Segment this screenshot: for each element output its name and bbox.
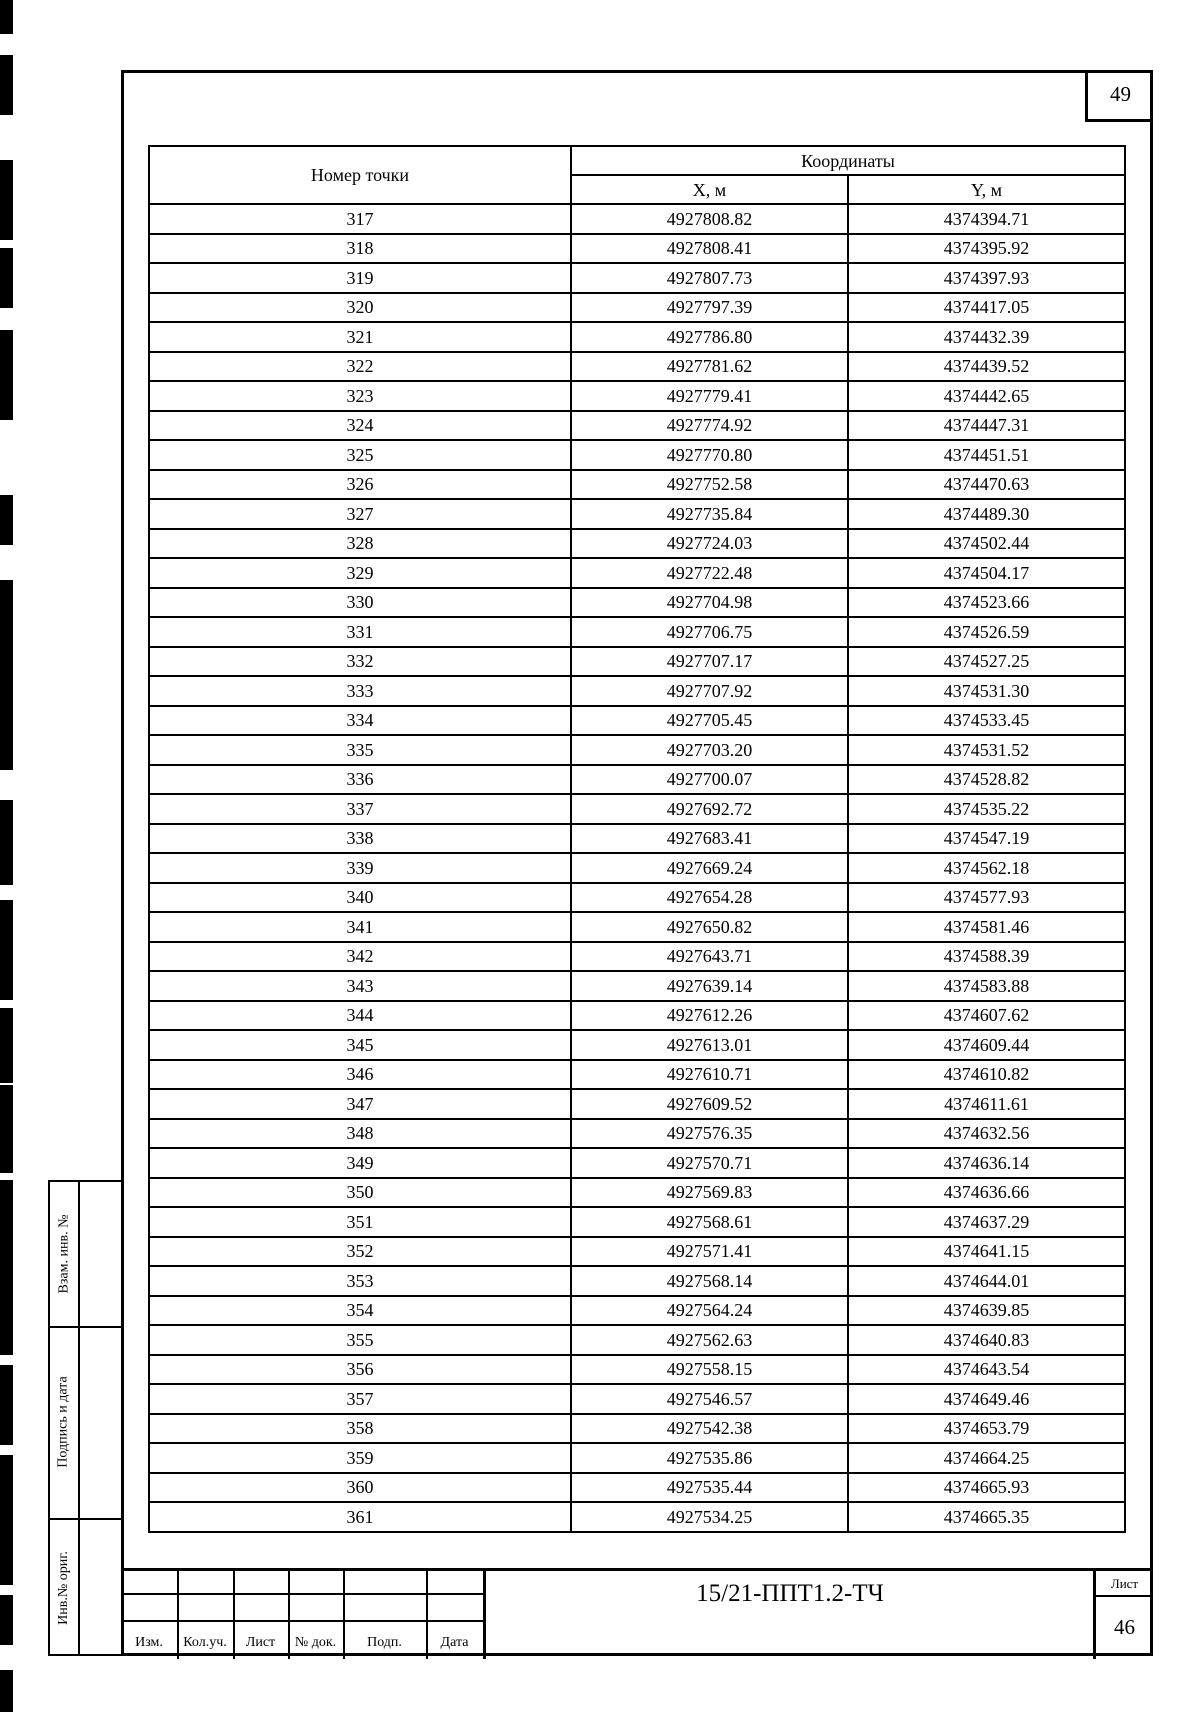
x-coordinate-cell: 4927683.41 [571, 824, 848, 854]
table-row [149, 971, 1125, 1001]
y-coordinate-cell: 4374394.71 [848, 204, 1125, 234]
y-coordinate-cell: 4374451.51 [848, 440, 1125, 470]
y-coordinate-cell: 4374523.66 [848, 588, 1125, 618]
y-coordinate-cell: 4374447.31 [848, 411, 1125, 441]
y-coordinate-cell: 4374395.92 [848, 234, 1125, 264]
y-coordinate-cell: 4374470.63 [848, 470, 1125, 500]
point-number-cell: 351 [149, 1207, 571, 1237]
y-coordinate-cell: 4374531.30 [848, 676, 1125, 706]
point-number-cell: 322 [149, 352, 571, 382]
y-coordinate-cell: 4374547.19 [848, 824, 1125, 854]
point-number-cell: 350 [149, 1178, 571, 1208]
table-row [149, 1207, 1125, 1237]
table-row [149, 1443, 1125, 1473]
y-coordinate-cell: 4374609.44 [848, 1030, 1125, 1060]
stamp-koluch: Кол.уч. [183, 1635, 227, 1650]
point-number-cell: 326 [149, 470, 571, 500]
stamp-list: Лист [245, 1635, 276, 1650]
point-number-cell: 319 [149, 263, 571, 293]
table-row [149, 1266, 1125, 1296]
point-number-cell: 324 [149, 411, 571, 441]
x-coordinate-cell: 4927807.73 [571, 263, 848, 293]
x-coordinate-cell: 4927779.41 [571, 381, 848, 411]
point-number-cell: 328 [149, 529, 571, 559]
table-row [149, 853, 1125, 883]
y-coordinate-cell: 4374577.93 [848, 883, 1125, 913]
point-number-cell: 327 [149, 499, 571, 529]
table-row [149, 735, 1125, 765]
table-row [149, 1355, 1125, 1385]
table-row [149, 440, 1125, 470]
table-row [149, 1384, 1125, 1414]
table-row [149, 706, 1125, 736]
table-row [149, 529, 1125, 559]
table-row [149, 765, 1125, 795]
point-number-cell: 357 [149, 1384, 571, 1414]
point-number-cell: 349 [149, 1148, 571, 1178]
point-number-cell: 360 [149, 1473, 571, 1503]
table-row [149, 824, 1125, 854]
x-coordinate-cell: 4927706.75 [571, 617, 848, 647]
y-coordinate-cell: 4374636.14 [848, 1148, 1125, 1178]
x-coordinate-cell: 4927808.82 [571, 204, 848, 234]
table-row [149, 883, 1125, 913]
x-coordinate-cell: 4927724.03 [571, 529, 848, 559]
coordinates-table [148, 145, 1126, 1533]
point-number-cell: 344 [149, 1001, 571, 1031]
point-number-cell: 354 [149, 1296, 571, 1326]
table-row [149, 263, 1125, 293]
point-number-cell: 347 [149, 1089, 571, 1119]
table-row [149, 1296, 1125, 1326]
x-coordinate-cell: 4927808.41 [571, 234, 848, 264]
y-coordinate-cell: 4374528.82 [848, 765, 1125, 795]
x-coordinate-cell: 4927570.71 [571, 1148, 848, 1178]
point-number-cell: 325 [149, 440, 571, 470]
y-coordinate-cell: 4374665.93 [848, 1473, 1125, 1503]
point-number-cell: 343 [149, 971, 571, 1001]
x-coordinate-cell: 4927568.61 [571, 1207, 848, 1237]
y-coordinate-cell: 4374439.52 [848, 352, 1125, 382]
y-coordinate-cell: 4374640.83 [848, 1325, 1125, 1355]
point-number-cell: 352 [149, 1237, 571, 1267]
y-coordinate-cell: 4374637.29 [848, 1207, 1125, 1237]
table-row [149, 1325, 1125, 1355]
x-coordinate-cell: 4927700.07 [571, 765, 848, 795]
table-row [149, 234, 1125, 264]
x-coordinate-cell: 4927558.15 [571, 1355, 848, 1385]
table-row [149, 1030, 1125, 1060]
table-row [149, 1237, 1125, 1267]
x-coordinate-cell: 4927535.86 [571, 1443, 848, 1473]
point-number-cell: 341 [149, 912, 571, 942]
sheet-number: 46 [1114, 1615, 1135, 1639]
y-coordinate-cell: 4374632.56 [848, 1119, 1125, 1149]
x-coordinate-cell: 4927669.24 [571, 853, 848, 883]
point-number-cell: 333 [149, 676, 571, 706]
point-number-cell: 330 [149, 588, 571, 618]
header-x: X, м [571, 175, 848, 204]
x-coordinate-cell: 4927613.01 [571, 1030, 848, 1060]
x-coordinate-cell: 4927610.71 [571, 1060, 848, 1090]
table-row [149, 1089, 1125, 1119]
y-coordinate-cell: 4374533.45 [848, 706, 1125, 736]
point-number-cell: 331 [149, 617, 571, 647]
x-coordinate-cell: 4927564.24 [571, 1296, 848, 1326]
point-number-cell: 361 [149, 1502, 571, 1532]
point-number-cell: 321 [149, 322, 571, 352]
y-coordinate-cell: 4374397.93 [848, 263, 1125, 293]
point-number-cell: 358 [149, 1414, 571, 1444]
sheet-label: Лист [1110, 1576, 1139, 1591]
x-coordinate-cell: 4927650.82 [571, 912, 848, 942]
x-coordinate-cell: 4927542.38 [571, 1414, 848, 1444]
point-number-cell: 337 [149, 794, 571, 824]
table-row [149, 676, 1125, 706]
y-coordinate-cell: 4374611.61 [848, 1089, 1125, 1119]
x-coordinate-cell: 4927786.80 [571, 322, 848, 352]
x-coordinate-cell: 4927774.92 [571, 411, 848, 441]
y-coordinate-cell: 4374502.44 [848, 529, 1125, 559]
y-coordinate-cell: 4374588.39 [848, 942, 1125, 972]
table-row [149, 1473, 1125, 1503]
table-row [149, 352, 1125, 382]
y-coordinate-cell: 4374442.65 [848, 381, 1125, 411]
point-number-cell: 356 [149, 1355, 571, 1385]
table-row [149, 1148, 1125, 1178]
point-number-cell: 339 [149, 853, 571, 883]
x-coordinate-cell: 4927722.48 [571, 558, 848, 588]
y-coordinate-cell: 4374562.18 [848, 853, 1125, 883]
table-row [149, 499, 1125, 529]
stamp-data: Дата [440, 1635, 469, 1650]
point-number-cell: 359 [149, 1443, 571, 1473]
x-coordinate-cell: 4927639.14 [571, 971, 848, 1001]
x-coordinate-cell: 4927654.28 [571, 883, 848, 913]
point-number-cell: 318 [149, 234, 571, 264]
x-coordinate-cell: 4927797.39 [571, 293, 848, 323]
point-number-cell: 332 [149, 647, 571, 677]
x-coordinate-cell: 4927705.45 [571, 706, 848, 736]
table-row [149, 1060, 1125, 1090]
y-coordinate-cell: 4374653.79 [848, 1414, 1125, 1444]
point-number-cell: 323 [149, 381, 571, 411]
point-number-cell: 320 [149, 293, 571, 323]
header-coordinates: Координаты [571, 146, 1125, 175]
table-row [149, 1119, 1125, 1149]
table-row [149, 617, 1125, 647]
point-number-cell: 353 [149, 1266, 571, 1296]
x-coordinate-cell: 4927568.14 [571, 1266, 848, 1296]
header-y: Y, м [848, 175, 1125, 204]
x-coordinate-cell: 4927707.17 [571, 647, 848, 677]
table-row [149, 1502, 1125, 1532]
y-coordinate-cell: 4374526.59 [848, 617, 1125, 647]
y-coordinate-cell: 4374535.22 [848, 794, 1125, 824]
point-number-cell: 348 [149, 1119, 571, 1149]
y-coordinate-cell: 4374432.39 [848, 322, 1125, 352]
side-stamp [48, 1180, 121, 1656]
x-coordinate-cell: 4927692.72 [571, 794, 848, 824]
y-coordinate-cell: 4374643.54 [848, 1355, 1125, 1385]
x-coordinate-cell: 4927770.80 [571, 440, 848, 470]
y-coordinate-cell: 4374607.62 [848, 1001, 1125, 1031]
x-coordinate-cell: 4927643.71 [571, 942, 848, 972]
x-coordinate-cell: 4927571.41 [571, 1237, 848, 1267]
x-coordinate-cell: 4927609.52 [571, 1089, 848, 1119]
x-coordinate-cell: 4927546.57 [571, 1384, 848, 1414]
table-row [149, 470, 1125, 500]
table-body [149, 204, 1125, 1532]
table-row [149, 411, 1125, 441]
podpis-label: Подпись и дата [56, 1376, 72, 1468]
table-row [149, 558, 1125, 588]
table-row [149, 381, 1125, 411]
y-coordinate-cell: 4374504.17 [848, 558, 1125, 588]
point-number-cell: 342 [149, 942, 571, 972]
x-coordinate-cell: 4927562.63 [571, 1325, 848, 1355]
x-coordinate-cell: 4927569.83 [571, 1178, 848, 1208]
table-row [149, 912, 1125, 942]
x-coordinate-cell: 4927752.58 [571, 470, 848, 500]
page-number-top: 49 [1085, 70, 1153, 122]
x-coordinate-cell: 4927735.84 [571, 499, 848, 529]
y-coordinate-cell: 4374581.46 [848, 912, 1125, 942]
table-row [149, 1178, 1125, 1208]
point-number-cell: 334 [149, 706, 571, 736]
table-row [149, 647, 1125, 677]
y-coordinate-cell: 4374417.05 [848, 293, 1125, 323]
point-number-cell: 338 [149, 824, 571, 854]
x-coordinate-cell: 4927781.62 [571, 352, 848, 382]
y-coordinate-cell: 4374665.35 [848, 1502, 1125, 1532]
point-number-cell: 346 [149, 1060, 571, 1090]
y-coordinate-cell: 4374649.46 [848, 1384, 1125, 1414]
x-coordinate-cell: 4927707.92 [571, 676, 848, 706]
point-number-cell: 335 [149, 735, 571, 765]
x-coordinate-cell: 4927612.26 [571, 1001, 848, 1031]
x-coordinate-cell: 4927534.25 [571, 1502, 848, 1532]
point-number-cell: 340 [149, 883, 571, 913]
point-number-cell: 336 [149, 765, 571, 795]
table-row [149, 794, 1125, 824]
point-number-cell: 317 [149, 204, 571, 234]
vzam-label: Взам. инв. № [56, 1214, 71, 1294]
table-row [149, 322, 1125, 352]
table-row [149, 942, 1125, 972]
y-coordinate-cell: 4374636.66 [848, 1178, 1125, 1208]
table-row [149, 1414, 1125, 1444]
x-coordinate-cell: 4927535.44 [571, 1473, 848, 1503]
x-coordinate-cell: 4927703.20 [571, 735, 848, 765]
point-number-cell: 329 [149, 558, 571, 588]
point-number-cell: 355 [149, 1325, 571, 1355]
table-row [149, 204, 1125, 234]
stamp-podp: Подп. [367, 1635, 402, 1650]
y-coordinate-cell: 4374641.15 [848, 1237, 1125, 1267]
y-coordinate-cell: 4374527.25 [848, 647, 1125, 677]
stamp-ndok: № док. [294, 1635, 337, 1650]
table-row [149, 293, 1125, 323]
x-coordinate-cell: 4927576.35 [571, 1119, 848, 1149]
y-coordinate-cell: 4374664.25 [848, 1443, 1125, 1473]
x-coordinate-cell: 4927704.98 [571, 588, 848, 618]
y-coordinate-cell: 4374644.01 [848, 1266, 1125, 1296]
y-coordinate-cell: 4374610.82 [848, 1060, 1125, 1090]
point-number-cell: 345 [149, 1030, 571, 1060]
table-row [149, 1001, 1125, 1031]
y-coordinate-cell: 4374583.88 [848, 971, 1125, 1001]
table-row [149, 588, 1125, 618]
y-coordinate-cell: 4374531.52 [848, 735, 1125, 765]
inv-label: Инв.№ ориг. [56, 1551, 72, 1625]
document-code: 15/21-ППТ1.2-ТЧ [696, 1580, 884, 1607]
y-coordinate-cell: 4374639.85 [848, 1296, 1125, 1326]
stamp-izm: Изм. [135, 1635, 163, 1650]
y-coordinate-cell: 4374489.30 [848, 499, 1125, 529]
header-point-number: Номер точки [149, 146, 571, 204]
